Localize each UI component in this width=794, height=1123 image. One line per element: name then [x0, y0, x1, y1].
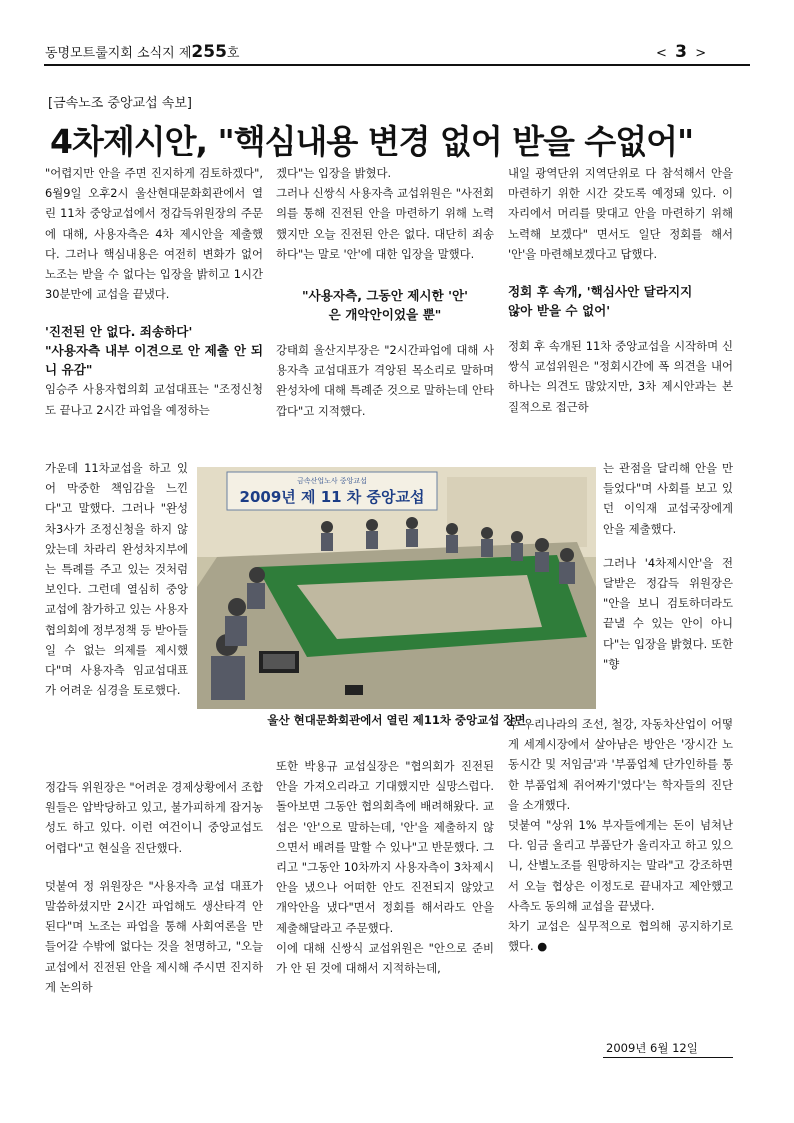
photo-caption: 울산 현대문화회관에서 열린 제11차 중앙교섭 장면 [267, 713, 526, 727]
col3-paragraph-4: 덧붙여 "상위 1% 부자들에게는 돈이 넘쳐난다. 임금 올리고 부품단가 올리자고 하고 있으니, 산별노조를 원망하지는 말라"고 강조하면서 오늘 협상은 이정도로 끝내자고 제안했고 사측도 동의해 교섭을 끝냈다. [508, 818, 733, 913]
col2-paragraph-3: 강태희 울산지부장은 "2시간파업에 대해 사용자측 교섭대표가 격앙된 목소리로 말하며 완성차에 대해 특례준 것으로 말하는데 안타깝다"고 지적했다. [276, 343, 494, 418]
col1-paragraph-2: 임승주 사용자협의회 교섭대표는 "조정신청도 끝나고 2시간 파업을 예정하는 [45, 382, 263, 417]
page-bracket-open: < [656, 46, 667, 61]
col2-paragraph-5: 이에 대해 신쌍식 교섭위원은 "안으로 준비가 안 된 것에 대해서 지적하는데, [276, 940, 494, 976]
header-rule [44, 64, 750, 66]
subhead-3-line1: 정회 후 속개, '핵심사안 달라지지 [508, 284, 693, 300]
col3-paragraph-2-wrap: 는 관점을 달리해 안을 만들었다"며 사회를 보고 있던 이익재 교섭국장에게 안을 제출했다. [603, 461, 733, 536]
col3-paragraph-3-wrap: 그러나 '4차제시안'을 전달받은 정갑득 위원장은 "안을 보니 검토하더라도 끝낼 수 있는 안이 아니다"는 입장을 밝혔다. 또한 "향 [603, 555, 733, 671]
column-1-upper [45, 163, 263, 420]
subhead-2-line1: "사용자측, 그동안 제시한 '안' [301, 288, 469, 304]
publication-name: 동명모트룰지회 소식지 제 [45, 46, 192, 61]
subhead-2-line2: 은 개악안이었을 뿐" [328, 307, 442, 323]
col2-paragraph-2: 그러나 신쌍식 사용자측 교섭위원은 "사전회의를 통해 진전된 안을 마련하기 위해 노력했지만 오늘 진전된 안은 없다. 대단히 죄송하다"는 말로 '안'에 대한 입장을 말했다. [276, 186, 494, 261]
date-rule [603, 1057, 733, 1058]
photo-banner: 2009년 제 11 차 중앙교섭 [239, 488, 425, 506]
publication-header [45, 42, 239, 62]
col1-intro: "어렵지만 안을 주면 진지하게 검토하겠다", 6월9일 오후2시 울산현대문화회관에서 열린 11차 중앙교섭에서 정갑득위원장의 주문에 대해, 사용자측은 4차 제시안을 제출했다. 그러나 핵심내용은 여전히 변화가 없어 노조는 받을 수 없다는 입장을 밝히고 1시간30분만에 교섭을 끝냈다. [45, 166, 263, 302]
col3-paragraph-1: 내일 광역단위 지역단위로 다 참석해서 안을 마련하기 위한 시간 갖도록 예정돼 있다. 이 자리에서 머리를 맞대고 안을 마련하기 위해 노력해 보겠다" 면서도 일단 정회를 해서 '안'을 마련해보겠다고 답했다. [508, 166, 733, 261]
issue-number: 255 [191, 42, 227, 62]
col1-paragraph-4: 덧붙여 정 위원장은 "사용자측 교섭 대표가 말씀하셨지만 2시간 파업해도 생산타격 안 된다"며 노조는 파업을 통해 사회여론을 만들어갈 수밖에 없다는 것을 천명하고, "오늘 교섭에서 진전된 안을 제시해 주시면 진지하게 논의하 [45, 878, 263, 994]
meeting-photo [197, 467, 596, 709]
col1-paragraph-2-wrap: 가운데 11차교섭을 하고 있어 막중한 책임감을 느낀다"고 말했다. 그러나 "완성차3사가 조정신청을 하지 않았는데 차라리 완성차지부에는 특례를 주고 있는 것처럼 보인다. 그런데 열심히 중앙교섭에 참가하고 있는 사용자협의회에 정부정책 등 받아들일 수 없는 의제를 제시했다"며 사용자측 임교섭대표가 어려운 심경을 토로했다. [45, 461, 188, 698]
column-2-upper [276, 163, 494, 421]
col3-paragraph-5: 차기 교섭은 실무적으로 협의해 공지하기로 했다. ● [508, 919, 733, 954]
col2-paragraph-1: 겠다"는 입장을 밝혔다. [276, 166, 392, 180]
issue-suffix: 호 [226, 46, 240, 61]
col1-paragraph-3: 정갑득 위원장은 "어려운 경제상황에서 조합원들은 압박당하고 있고, 불가피하게 잡거농성도 하고 있다. 이런 여건이니 중앙교섭도 어렵다"고 현실을 진단했다. [45, 780, 263, 855]
column-3-upper [508, 163, 733, 417]
column-3-lower [508, 714, 733, 956]
subhead-1-line1: '진전된 안 없다. 죄송하다' [45, 324, 193, 340]
col3-paragraph-2: 정회 후 속개된 11차 중앙교섭을 시작하며 신쌍식 교섭위원은 "정회시간에 폭 의견을 내어하나는 의견도 많았지만, 3차 제시안과는 본질적으로 접근하 [508, 339, 733, 414]
col2-paragraph-4: 또한 박용규 교섭실장은 "협의회가 진전된 안을 가져오리라고 기대했지만 실망스럽다. 돌아보면 그동안 협의회측에 배려해왔다. 교섭은 '안'으로 말하는데, '안'을 제출하지 않으면서 배려를 말할 수 있나"고 반문했다. 그리고 "그동안 10차까지 사용자측이 3차제시안을 냈으나 어떠한 안도 진전되지 않았고 개악안을 냈다"면서 정회를 해서라도 안을 제출해달라고 주문했다. [276, 759, 494, 935]
column-3-wrap [603, 458, 733, 674]
column-1-wrap [45, 458, 188, 700]
page-bracket-close: > [695, 46, 707, 61]
column-1-lower [45, 777, 263, 997]
column-2-lower [276, 756, 494, 978]
photo-banner-top: 금속산업노사 중앙교섭 [297, 477, 367, 485]
subhead-1-line2: "사용자측 내부 이견으로 안 제출 안 되니 유감" [45, 343, 263, 378]
subhead-3-line2: 않아 받을 수 없어' [508, 303, 611, 319]
article-kicker: [금속노조 중앙교섭 속보] [48, 96, 192, 111]
page-indicator [656, 42, 706, 62]
page-number: 3 [675, 42, 688, 62]
publish-date: 2009년 6월 12일 [606, 1041, 698, 1055]
article-headline: 4차제시안, "핵심내용 변경 없어 받을 수없어" [50, 122, 694, 161]
col3-paragraph-3: 후 우리나라의 조선, 철강, 자동차산업이 어떻게 세계시장에서 살아남은 방안은 '장시간 노동시간 및 저임금'과 '부품업체 단가인하를 통한 부품업체 쥐어짜기'였다'는 학자들의 진단을 소개했다. [508, 717, 733, 812]
